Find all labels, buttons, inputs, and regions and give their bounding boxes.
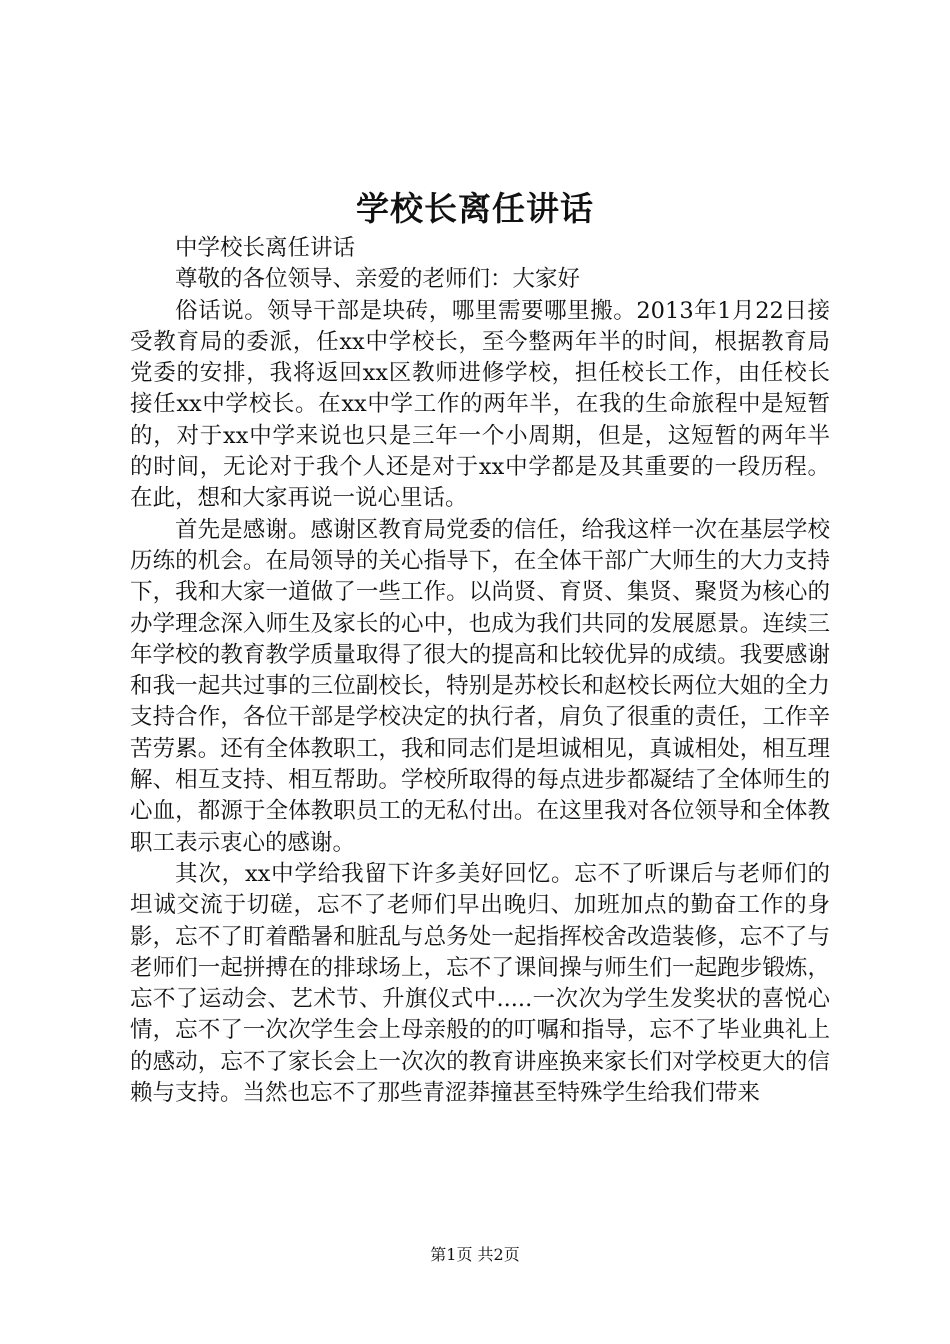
paragraph-salutation: 尊敬的各位领导、亲爱的老师们：大家好 (175, 266, 581, 293)
document-title: 学校长离任讲话 (356, 189, 594, 228)
paragraph-memories: 其次，xx中学给我留下许多美好回忆。忘不了听课后与老师们的坦诚交流于切磋，忘不了老师们早出晚归、加班加点的勤奋工作的身影，忘不了盯着酷暑和脏乱与总务处一起指挥校舍改造装修，忘不了与老师们一起拼搏在的排球场上，忘不了课间操与师生们一起跑步锻炼，忘不了运动会、艺术节、升旗仪式中.....一次次为学生发奖状的喜悦心情，忘不了一次次学生会上母亲般的的叮嘱和指导，忘不了毕业典礼上的感动，忘不了家长会上一次次的教育讲座换来家长们对学校更大的信赖与支持。当然也忘不了那些青涩莽撞甚至特殊学生给我们带来 (130, 860, 830, 1107)
paragraph-subtitle: 中学校长离任讲话 (175, 235, 356, 261)
page-number: 第1页 共2页 (430, 1245, 520, 1264)
paragraph-thanks: 首先是感谢。感谢区教育局党委的信任，给我这样一次在基层学校历练的机会。在局领导的关心指导下，在全体干部广大师生的大力支持下，我和大家一道做了一些工作。以尚贤、育贤、集贤、聚贤为核心的办学理念深入师生及家长的心中，也成为我们共同的发展愿景。连续三年学校的教育教学质量取得了很大的提高和比较优异的成绩。我要感谢和我一起共过事的三位副校长，特别是苏校长和赵校长两位大姐的全力支持合作，各位干部是学校决定的执行者，肩负了很重的责任，工作辛苦劳累。还有全体教职工，我和同志们是坦诚相见，真诚相处，相互理解、相互支持、相互帮助。学校所取得的每点进步都凝结了全体师生的心血，都源于全体教职员工的无私付出。在这里我对各位领导和全体教职工表示衷心的感谢。 (130, 516, 830, 856)
document-body (130, 233, 830, 1109)
paragraph-intro: 俗话说。领导干部是块砖，哪里需要哪里搬。2013年1月22日接受教育局的委派，任xx中学校长，至今整两年半的时间，根据教育局党委的安排，我将返回xx区教师进修学校，担任校长工作，由任校长接任xx中学校长。在xx中学工作的两年半，在我的生命旅程中是短暂的，对于xx中学来说也只是三年一个小周期，但是，这短暂的两年半的时间，无论对于我个人还是对于xx中学都是及其重要的一段历程。在此，想和大家再说一说心里话。 (130, 297, 830, 512)
